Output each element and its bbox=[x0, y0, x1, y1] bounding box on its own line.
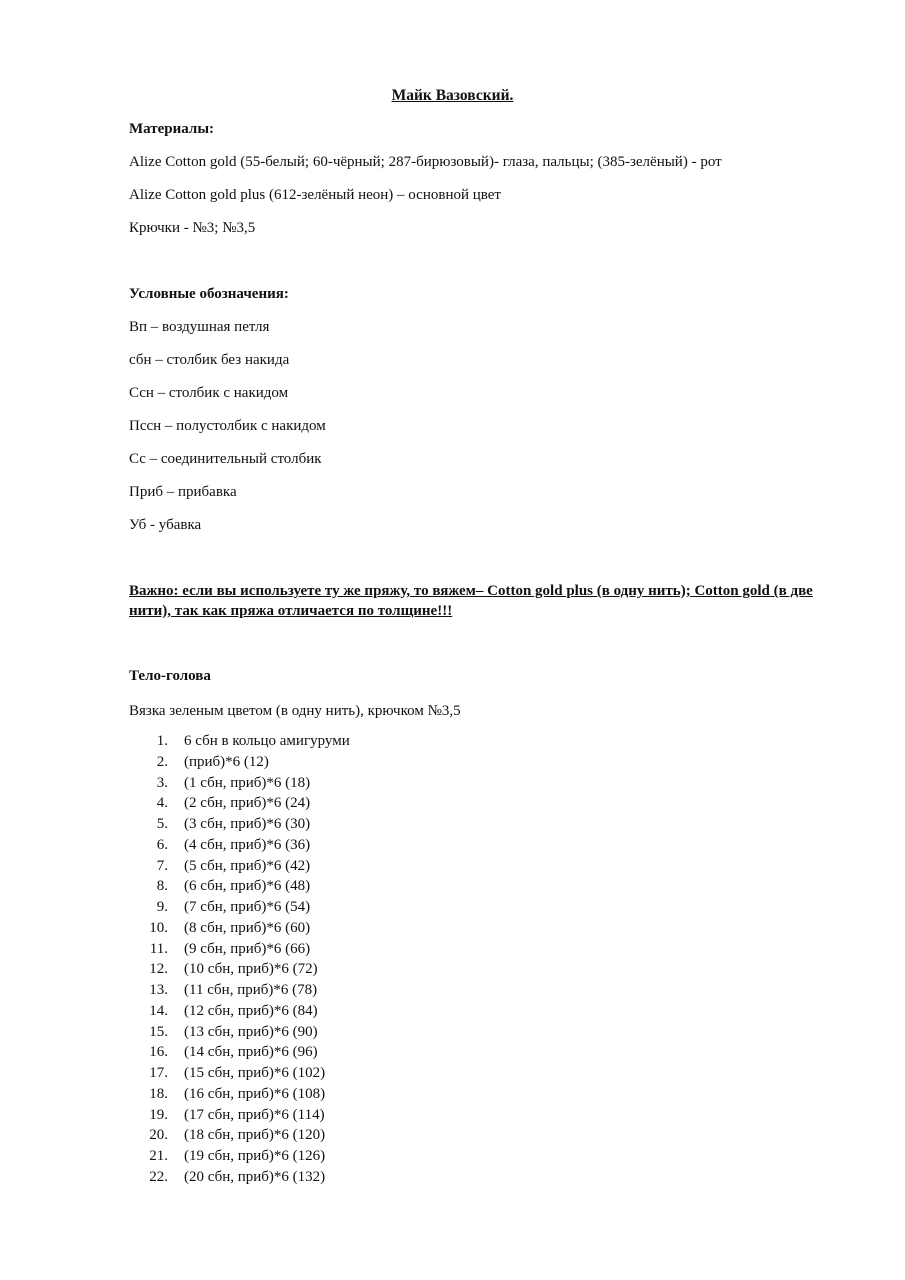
list-item-number: 12. bbox=[149, 961, 168, 978]
list-item-number: 17. bbox=[149, 1065, 168, 1081]
list-item-number: 21. bbox=[149, 1148, 168, 1164]
legend-item: сбн – столбик без накида bbox=[129, 352, 290, 368]
list-item-number: 16. bbox=[149, 1044, 168, 1061]
list-item-text: (13 сбн, приб)*6 (90) bbox=[184, 1023, 318, 1040]
legend-heading: Условные обозначения: bbox=[129, 286, 289, 302]
list-item-number: 9. bbox=[156, 899, 168, 915]
list-item-number: 13. bbox=[149, 982, 168, 998]
list-item-text: (14 сбн, приб)*6 (96) bbox=[184, 1044, 318, 1061]
list-item-text: (18 сбн, приб)*6 (120) bbox=[184, 1127, 326, 1144]
list-item-text: (4 сбн, приб)*6 (36) bbox=[184, 836, 311, 853]
page-title: Майк Вазовский. bbox=[391, 87, 514, 104]
list-item-text: (приб)*6 (12) bbox=[184, 753, 269, 770]
materials-heading: Материалы: bbox=[129, 121, 215, 137]
list-item-number: 22. bbox=[149, 1168, 168, 1185]
legend-item: Уб - убавка bbox=[129, 517, 202, 533]
list-item-text: (9 сбн, приб)*6 (66) bbox=[184, 940, 311, 957]
list-item-text: (15 сбн, приб)*6 (102) bbox=[184, 1065, 326, 1081]
list-item-number: 1. bbox=[156, 733, 168, 749]
list-item-text: (20 сбн, приб)*6 (132) bbox=[184, 1168, 326, 1185]
list-item-text: (2 сбн, приб)*6 (24) bbox=[184, 795, 311, 812]
legend-item: Сс – соединительный столбик bbox=[129, 451, 322, 467]
list-item-text: (8 сбн, приб)*6 (60) bbox=[184, 919, 311, 936]
list-item-text: (17 сбн, приб)*6 (114) bbox=[184, 1106, 325, 1123]
list-item-text: (11 сбн, приб)*6 (78) bbox=[184, 982, 318, 998]
section-heading: Тело-голова bbox=[129, 668, 211, 684]
materials-line: Alize Cotton gold (55-белый; 60-чёрный; 287-бирюзовый)- глаза, пальцы; (385-зелёный) - рот bbox=[129, 154, 722, 170]
list-item-text: 6 сбн в кольцо амигуруми bbox=[184, 733, 350, 749]
list-item-text: (3 сбн, приб)*6 (30) bbox=[184, 816, 311, 832]
list-item-number: 18. bbox=[149, 1085, 168, 1102]
list-item-text: (12 сбн, приб)*6 (84) bbox=[184, 1002, 318, 1019]
legend-item: Ссн – столбик с накидом bbox=[129, 385, 289, 401]
list-item-text: (16 сбн, приб)*6 (108) bbox=[184, 1085, 326, 1102]
list-item-text: (1 сбн, приб)*6 (18) bbox=[184, 774, 311, 791]
section-intro: Вязка зеленым цветом (в одну нить), крючком №3,5 bbox=[129, 703, 461, 719]
list-item-number: 7. bbox=[156, 857, 168, 874]
list-item-text: (19 сбн, приб)*6 (126) bbox=[184, 1148, 326, 1164]
legend-item: Пссн – полустолбик с накидом bbox=[129, 418, 326, 434]
list-item-number: 2. bbox=[156, 753, 168, 770]
list-item-number: 4. bbox=[156, 795, 168, 812]
list-item-text: (5 сбн, приб)*6 (42) bbox=[184, 857, 311, 874]
list-item-text: (6 сбн, приб)*6 (48) bbox=[184, 878, 311, 895]
list-item-number: 15. bbox=[149, 1023, 168, 1040]
list-item-number: 19. bbox=[149, 1106, 168, 1123]
list-item-text: (10 сбн, приб)*6 (72) bbox=[184, 961, 318, 978]
list-item-number: 6. bbox=[156, 836, 168, 853]
legend-item: Вп – воздушная петля bbox=[129, 319, 270, 335]
materials-line: Крючки - №3; №3,5 bbox=[129, 220, 256, 236]
list-item-number: 5. bbox=[156, 816, 168, 832]
list-item-number: 3. bbox=[156, 774, 168, 791]
list-item-number: 20. bbox=[149, 1127, 168, 1144]
important-note: Важно: если вы используете ту же пряжу, то вяжем– Cotton gold plus (в одну нить); Cotton gold (в две нити), так как пряжа отличается по толщине!!! bbox=[129, 583, 813, 619]
list-item-text: (7 сбн, приб)*6 (54) bbox=[184, 899, 311, 915]
materials-line: Alize Cotton gold plus (612-зелёный неон) – основной цвет bbox=[129, 187, 501, 203]
list-item-number: 10. bbox=[149, 919, 168, 936]
list-item-number: 8. bbox=[156, 878, 168, 895]
list-item-number: 11. bbox=[149, 940, 168, 957]
list-item-number: 14. bbox=[149, 1002, 168, 1019]
legend-item: Приб – прибавка bbox=[129, 484, 237, 500]
